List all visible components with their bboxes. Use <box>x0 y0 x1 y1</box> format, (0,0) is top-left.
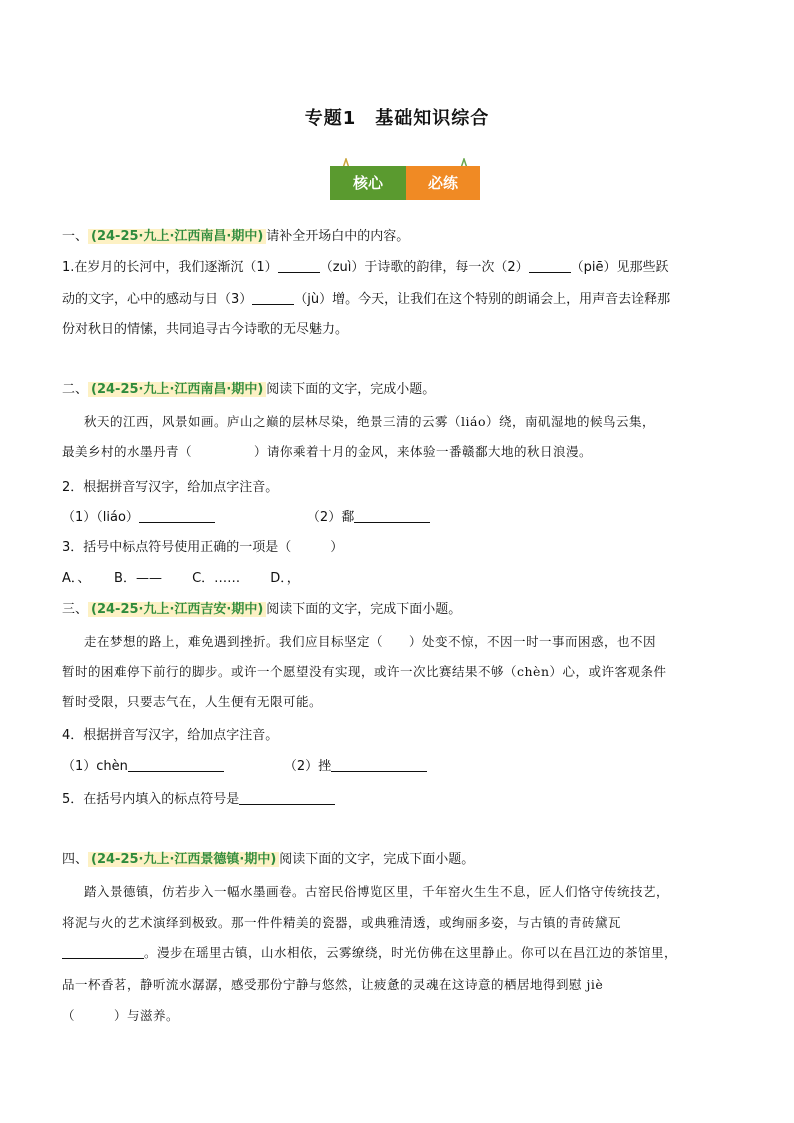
question-2-header <box>62 380 742 400</box>
question-source: (24-25·九上·江西吉安·期中) <box>88 602 266 617</box>
sub-question-3: 3．括号中标点符号使用正确的一项是（ ） <box>62 540 344 555</box>
question-4-header <box>62 850 742 870</box>
passage-line: 暂时受限，只要志气在，人生便有无限可能。 <box>62 694 323 709</box>
answer-blank[interactable] <box>529 258 571 273</box>
answer-blank[interactable] <box>252 290 294 305</box>
passage-line: （ ）与滋养。 <box>62 1008 180 1023</box>
answer-blank[interactable] <box>354 508 430 523</box>
page-title: 专题1 基础知识综合 <box>304 108 490 129</box>
sub-question-4-items: （1）chèn （2）挫 <box>62 757 742 777</box>
answer-blank[interactable] <box>62 944 144 959</box>
answer-blank[interactable] <box>128 757 224 772</box>
passage-line: 踏入景德镇，仿若步入一幅水墨画卷。古窑民俗博览区里，千年窑火生生不息，匠人们恪守传统技艺， <box>84 884 670 899</box>
question-prompt: 阅读下面的文字，完成下面小题。 <box>266 602 462 617</box>
section-badge <box>330 158 480 204</box>
question-1-line-3: 份对秋日的情愫，共同追寻古今诗歌的无尽魅力。 <box>62 322 349 337</box>
sub-question-5: 5．在括号内填入的标点符号是 <box>62 790 742 810</box>
question-3-header <box>62 600 742 620</box>
passage-line: 最美乡村的水墨丹青（ ）请你乘着十月的金风，来体验一番赣鄱大地的秋日浪漫。 <box>62 444 593 459</box>
answer-blank[interactable] <box>331 757 427 772</box>
question-prompt: 请补全开场白中的内容。 <box>266 229 410 244</box>
answer-blank[interactable] <box>239 790 335 805</box>
question-source: (24-25·九上·江西南昌·期中) <box>88 229 266 244</box>
answer-blank[interactable] <box>278 258 320 273</box>
question-source: (24-25·九上·江西南昌·期中) <box>88 382 266 397</box>
question-number: 二、 <box>62 382 89 397</box>
punctuation-blank[interactable] <box>192 444 254 458</box>
badge-core: 核心 <box>330 166 406 200</box>
badge-practice: 必练 <box>406 166 480 200</box>
passage-line: 将泥与火的艺术演绎到极致。那一件件精美的瓷器，或典雅清透，或绚丽多姿，与古镇的青砖黛瓦 <box>62 915 622 930</box>
question-source: (24-25·九上·江西景德镇·期中) <box>88 852 279 867</box>
sub-question-2: 2．根据拼音写汉字，给加点字注音。 <box>62 480 279 495</box>
passage-line: 秋天的江西，风景如画。庐山之巅的层林尽染，绝景三清的云雾（liáo）绕，南矶湿地的候鸟云集， <box>84 414 655 429</box>
question-1-header <box>62 227 742 247</box>
passage-line: 走在梦想的路上，难免遇到挫折。我们应目标坚定（ ）处变不惊，不因一时一事而困惑，也不因 <box>84 634 657 649</box>
sub-question-4: 4．根据拼音写汉字，给加点字注音。 <box>62 728 279 743</box>
question-prompt: 阅读下面的文字，完成下面小题。 <box>279 852 475 867</box>
passage-line: 暂时的困难停下前行的脚步。或许一个愿望没有实现，或许一次比赛结果不够（chèn）心，或许客观条件 <box>62 664 667 679</box>
answer-blank[interactable] <box>139 508 215 523</box>
answer-options: A．、 B．—— C．…… D．， <box>62 571 300 586</box>
sub-question-2-items: （1）（liáo） （2）鄱 <box>62 508 742 528</box>
question-1-line-2: 动的文字，心中的感动与日（3） （jù）增。今天，让我们在这个特别的朗诵会上，用声音去诠释那 <box>62 292 671 307</box>
question-number: 一、 <box>62 229 89 244</box>
question-prompt: 阅读下面的文字，完成小题。 <box>266 382 436 397</box>
question-1-line-1: 1.在岁月的长河中，我们逐渐沉（1） （zuì）于诗歌的韵律，每一次（2） （piē）见那些跃 <box>62 260 669 275</box>
passage-line: 品一杯香茗，静听流水潺潺，感受那份宁静与悠然，让疲惫的灵魂在这诗意的栖居地得到慰 jiè <box>62 977 604 992</box>
question-number: 三、 <box>62 602 89 617</box>
passage-line: 。漫步在瑶里古镇，山水相依，云雾缭绕，时光仿佛在这里静止。你可以在昌江边的茶馆里， <box>62 943 742 963</box>
question-number: 四、 <box>62 852 89 867</box>
